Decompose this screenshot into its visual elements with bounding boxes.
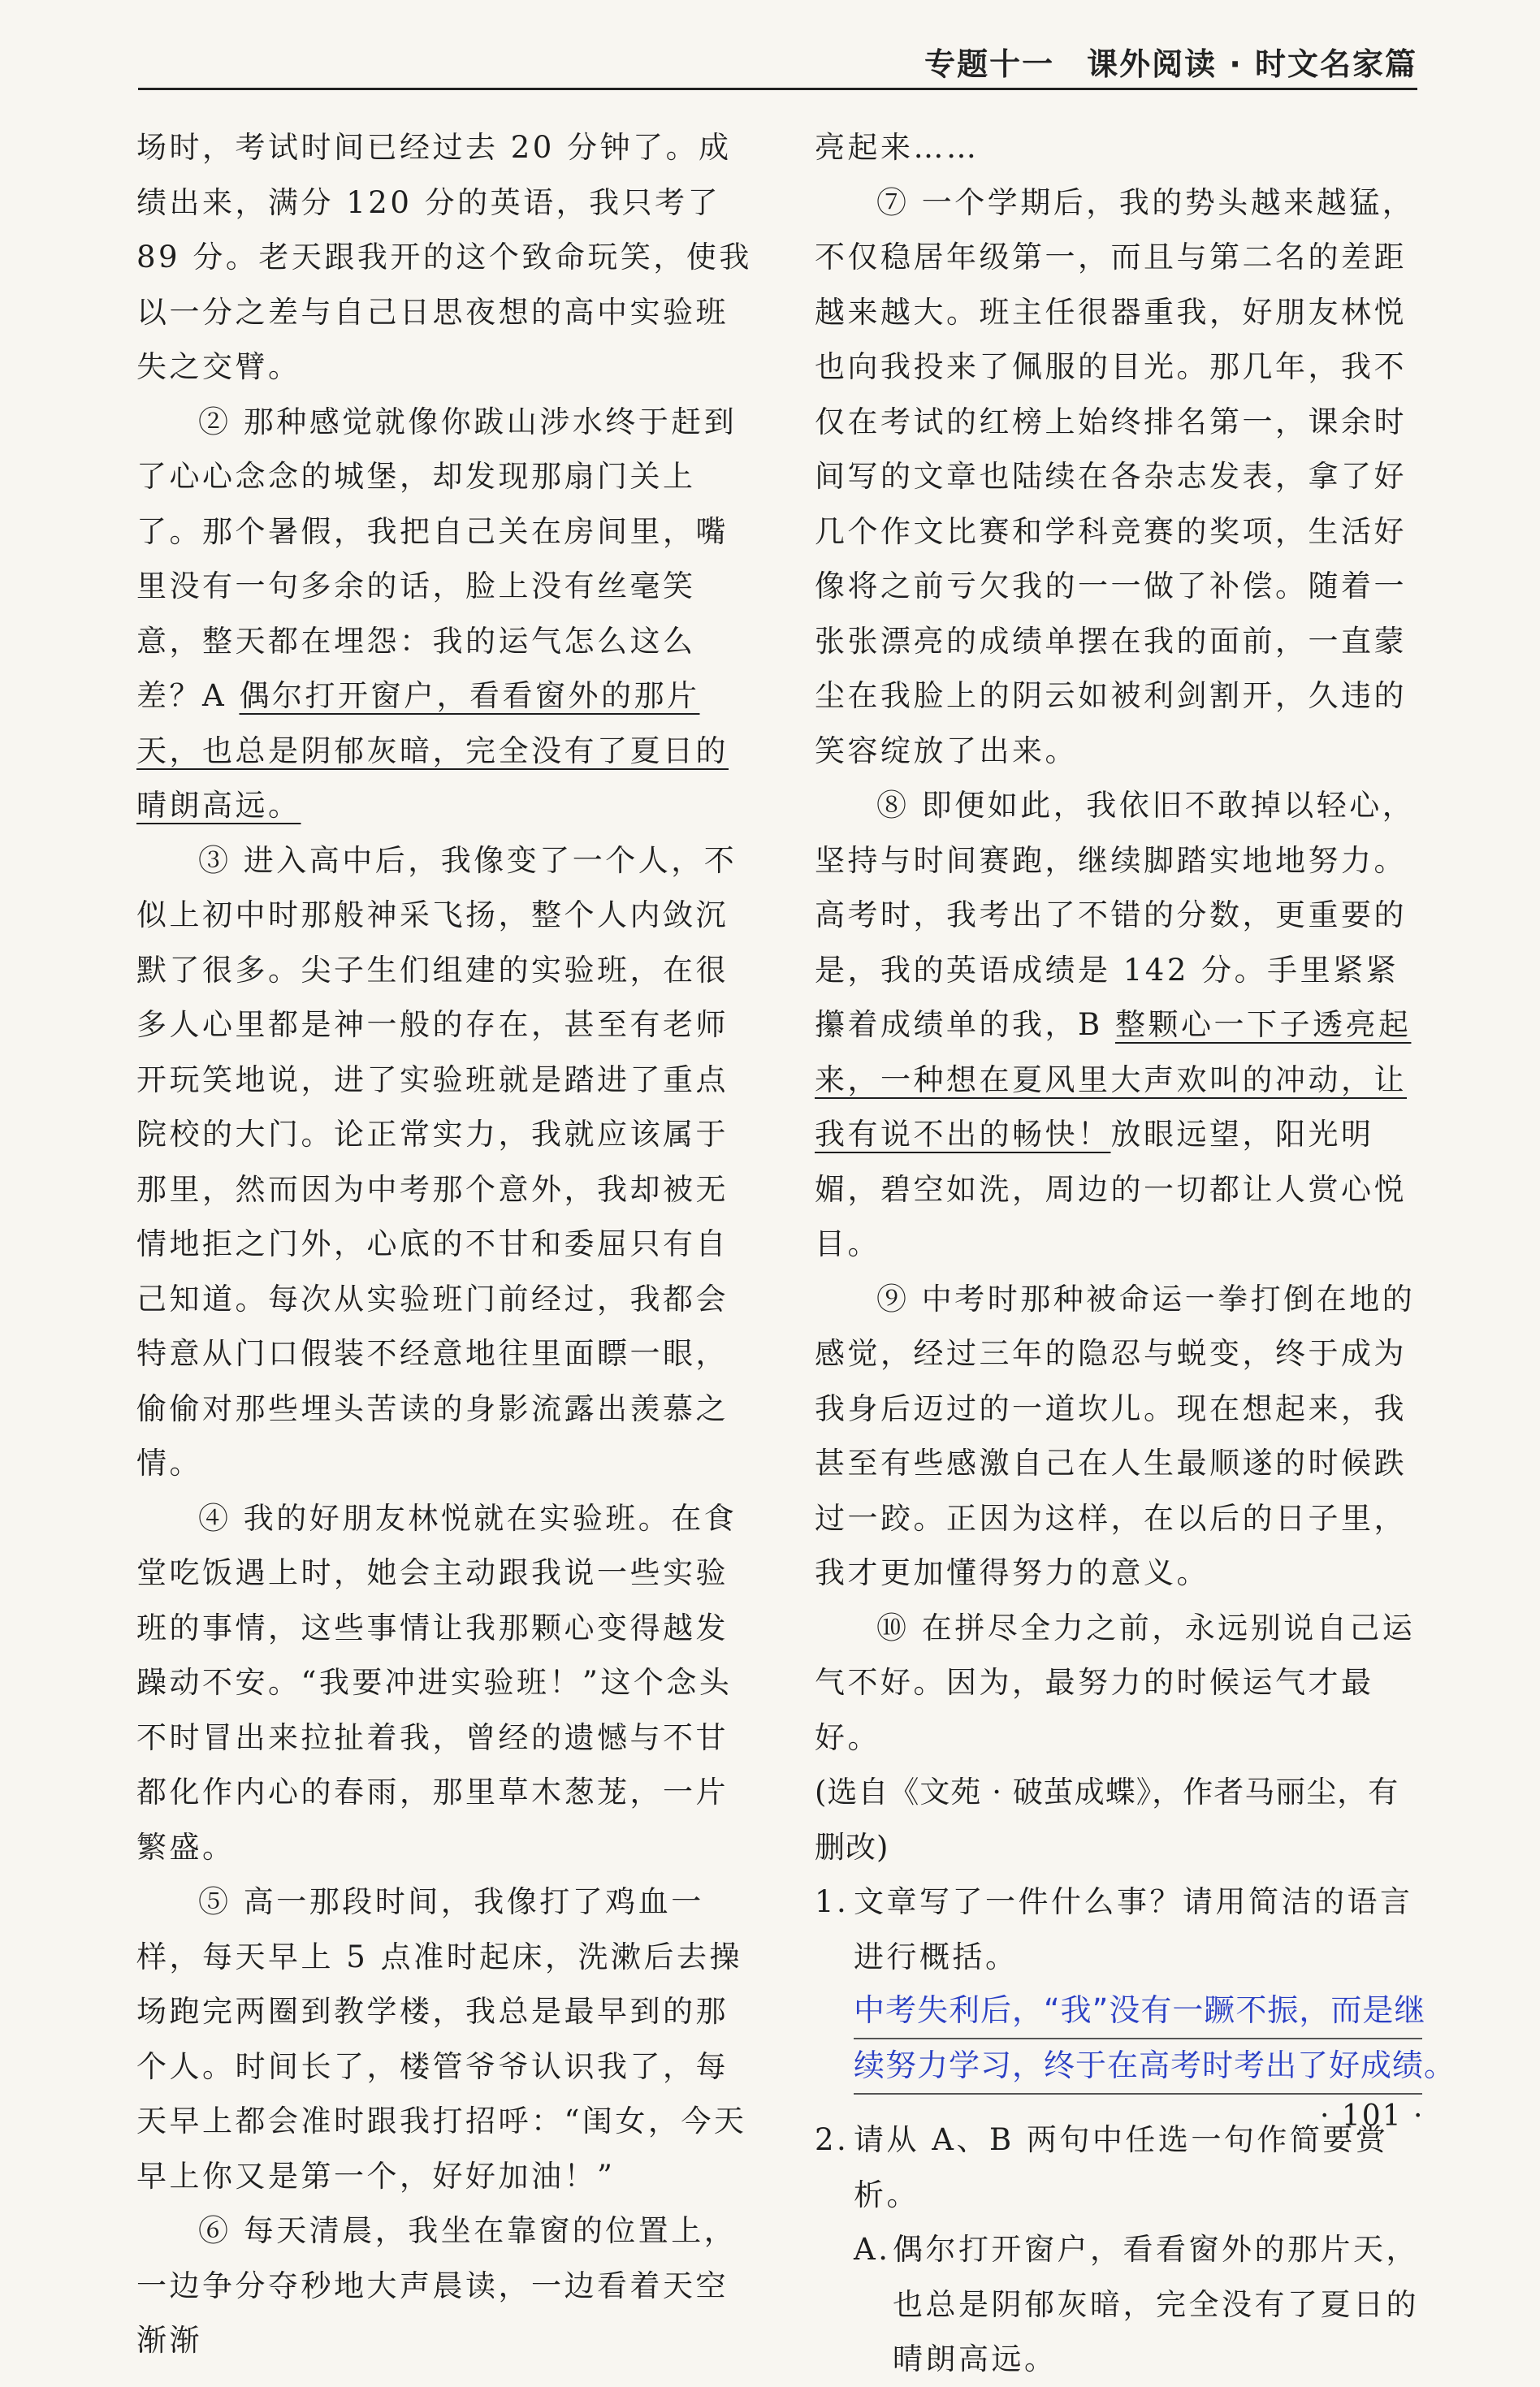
source-citation: (选自《文苑 · 破茧成蝶》，作者马丽尘，有删改): [815, 1775, 1399, 1865]
sentence-a-underlined: 偶尔打开窗户，看看窗外的那片天，也总是阴郁灰暗，完全没有了夏日的晴朗高远。: [136, 678, 729, 823]
sentence-b-underlined: 整颗心一下子透亮起来，一种想在夏风里大声欢叫的冲动，让我有说不出的畅快！: [815, 1007, 1412, 1152]
option-a-text: 偶尔打开窗户，看看窗外的那片天，也总是阴郁灰暗，完全没有了夏日的晴朗高远。: [893, 2232, 1419, 2376]
option-a-label: A.: [854, 2232, 891, 2267]
question-2-number: 2.: [815, 2122, 850, 2157]
paragraph-6: ⑥ 每天清晨，我坐在靠窗的位置上，一边争分夺秒地大声晨读，一边看着天空渐渐: [136, 2213, 738, 2358]
answer-line-2: 续努力学习，终于在高考时考出了好成绩。: [854, 2039, 1422, 2095]
paragraph-9: ⑨ 中考时那种被命运一拳打倒在地的感觉，经过三年的隐忍与蜕变，终于成为我身后迈过的一道坎儿。现在想起来，我甚至有些感激自己在人生最顺遂的时候跌过一跤。正因为这样，在以后的日子里，我才更加懂得努力的意义。: [815, 1281, 1416, 1590]
question-2-option-a: [854, 2222, 1422, 2387]
chapter-title: 专题十一 课外阅读 · 时文名家篇: [924, 46, 1417, 82]
question-2-text: 请从 A、B 两句中任选一句作简要赏析。: [854, 2122, 1389, 2212]
paragraph-8-after: 放眼远望，阳光明媚，碧空如洗，周边的一切都让人赏心悦目。: [815, 1117, 1407, 1261]
question-1: [815, 1875, 1422, 1984]
paragraph-intro: 场时，考试时间已经过去 20 分钟了。成绩出来，满分 120 分的英语，我只考了 89 分。老天跟我开的这个致命玩笑，使我以一分之差与自己日思夜想的高中实验班失之交臂。: [136, 130, 752, 384]
paragraph-4: ④ 我的好朋友林悦就在实验班。在食堂吃饭遇上时，她会主动跟我说一些实验班的事情，这些事情让我那颗心变得越发躁动不安。“我要冲进实验班！”这个念头不时冒出来拉扯着我，曾经的遗憾与不甘都化作内心的春雨，那里草木葱茏，一片繁盛。: [136, 1500, 738, 1865]
left-column: [136, 120, 754, 2368]
paragraph-5: ⑤ 高一那段时间，我像打了鸡血一样，每天早上 5 点准时起床，洗漱后去操场跑完两圈到教学楼，我总是最早到的那个人。时间长了，楼管爷爷认识我了，每天早上都会准时跟我打招呼：“闺女，今天早上你又是第一个，好好加油！”: [136, 1884, 747, 2194]
paragraph-7: ⑦ 一个学期后，我的势头越来越猛，不仅稳居年级第一，而且与第二名的差距越来越大。班主任很器重我，好朋友林悦也向我投来了佩服的目光。那几年，我不仅在考试的红榜上始终排名第一，课余时间写的文章也陆续在各杂志发表，拿了好几个作文比赛和学科竞赛的奖项，生活好像将之前亏欠我的一一做了补偿。随着一张张漂亮的成绩单摆在我的面前，一直蒙尘在我脸上的阴云如被利剑割开，久违的笑容绽放了出来。: [815, 184, 1416, 768]
question-1-number: 1.: [815, 1884, 850, 1919]
paragraph-10: ⑩ 在拼尽全力之前，永远别说自己运气不好。因为，最努力的时候运气才最好。: [815, 1610, 1416, 1755]
answer-line-1: 中考失利后，“我”没有一蹶不振，而是继: [854, 1984, 1422, 2039]
paragraph-8-text: ⑧ 即便如此，我依旧不敢掉以轻心，坚持与时间赛跑，继续脚踏实地地努力。高考时，我考出了不错的分数，更重要的是，我的英语成绩是 142 分。手里紧紧攥着成绩单的我，B: [815, 788, 1416, 1042]
paragraph-3: ③ 进入高中后，我像变了一个人，不似上初中时那般神采飞扬，整个人内敛沉默了很多。尖子生们组建的实验班，在很多人心里都是神一般的存在，甚至有老师开玩笑地说，进了实验班就是踏进了重点院校的大门。论正常实力，我就应该属于那里，然而因为中考那个意外，我却被无情地拒之门外，心底的不甘和委屈只有自己知道。每次从实验班门前经过，我都会特意从门口假装不经意地往里面瞟一眼，偷偷对那些埋头苦读的身影流露出羡慕之情。: [136, 842, 738, 1481]
question-1-answer: [854, 1984, 1456, 2095]
paragraph-8: [815, 778, 1422, 1272]
paragraph-6-continued: 亮起来……: [815, 130, 980, 165]
paragraph-2-text: ② 那种感觉就像你跋山涉水终于赶到了心心念念的城堡，却发现那扇门关上了。那个暑假，我把自己关在房间里，嘴里没有一句多余的话，脸上没有丝毫笑意，整天都在埋怨：我的运气怎么这么差？A: [136, 404, 738, 713]
question-1-text: 文章写了一件什么事？请用简洁的语言进行概括。: [854, 1884, 1413, 1974]
paragraph-2: [136, 395, 754, 833]
right-column: [815, 120, 1456, 2387]
page-header: [138, 32, 1417, 81]
page-number: · 101 ·: [1320, 2099, 1425, 2133]
header-rule: [138, 88, 1417, 90]
